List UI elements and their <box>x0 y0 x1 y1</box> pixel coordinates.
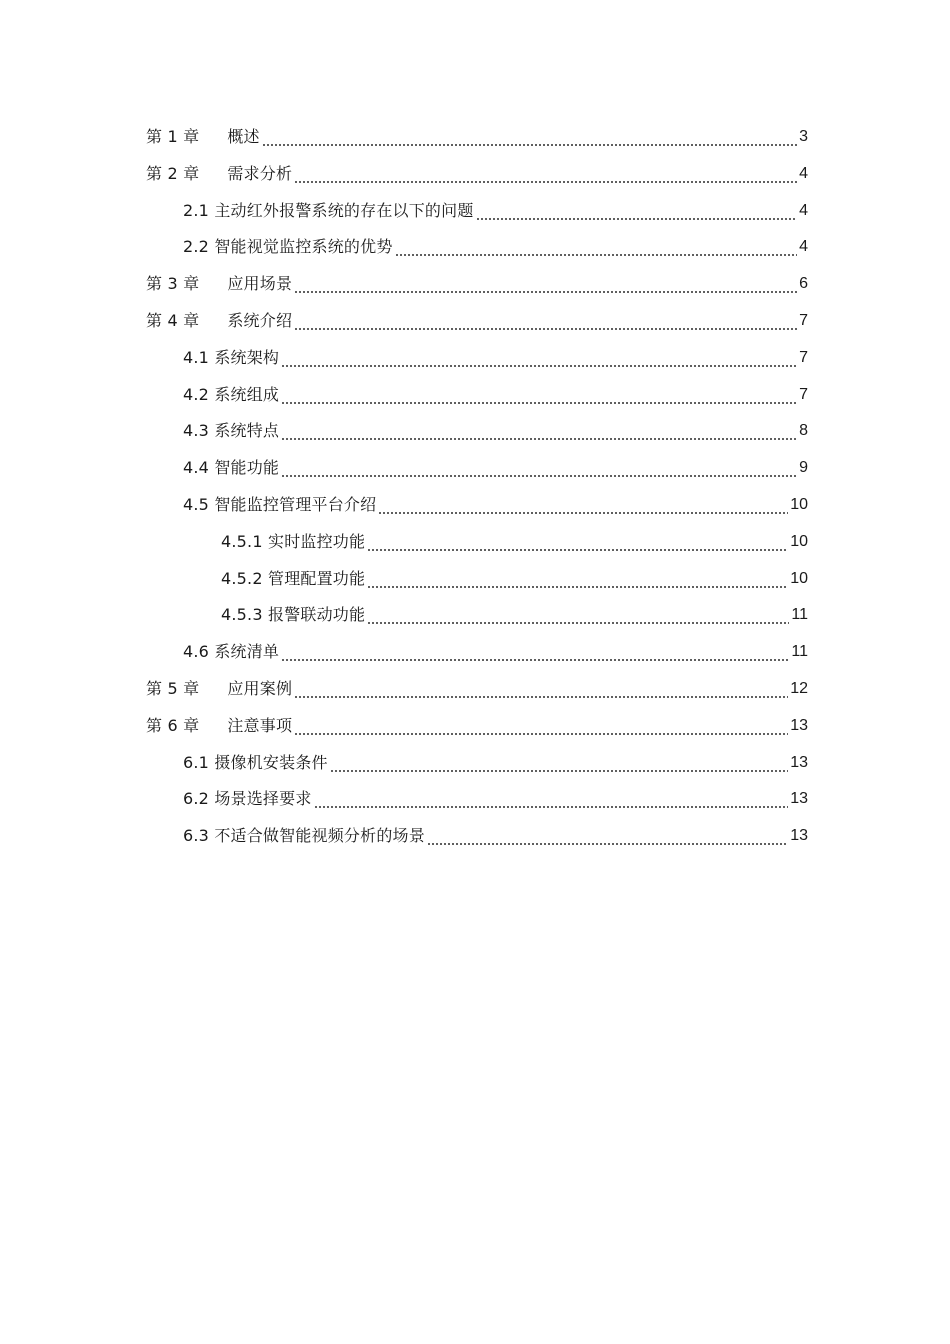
toc-dot-leader <box>367 569 788 589</box>
toc-title-text: 需求分析 <box>227 163 293 183</box>
toc-page-number: 7 <box>799 348 808 366</box>
toc-entry-title <box>221 569 365 589</box>
toc-entry-title <box>221 532 365 552</box>
toc-page-number: 11 <box>791 643 808 661</box>
toc-title-text: 系统介绍 <box>227 311 293 330</box>
toc-page-number: 4 <box>799 164 808 182</box>
toc-title-text: 应用场景 <box>227 274 293 294</box>
toc-entry-title <box>183 385 279 405</box>
toc-dot-leader <box>294 311 797 331</box>
toc-page-number: 7 <box>799 385 808 403</box>
toc-title-text: 4.5.3 报警联动功能 <box>221 605 366 625</box>
toc-page-number: 7 <box>799 312 808 329</box>
toc-dot-leader <box>427 826 788 846</box>
toc-entry-title <box>183 421 279 441</box>
toc-dot-leader <box>294 716 788 736</box>
toc-entry-title <box>146 311 292 331</box>
toc-entry[interactable] <box>183 487 808 515</box>
toc-entry-title <box>146 164 292 184</box>
toc-title-text: 4.4 智能功能 <box>183 458 280 478</box>
toc-title-text: 4.3 系统特点 <box>183 421 280 441</box>
toc-dot-leader <box>378 495 788 515</box>
toc-dot-leader <box>262 127 797 147</box>
toc-dot-leader <box>281 421 797 441</box>
toc-title-text: 注意事项 <box>227 715 293 735</box>
toc-entry[interactable] <box>183 781 808 809</box>
toc-title-text: 应用案例 <box>227 679 293 698</box>
toc-title-text: 4.2 系统组成 <box>183 384 280 404</box>
toc-page-number: 8 <box>799 422 808 440</box>
toc-entry-title <box>183 642 279 662</box>
toc-entry[interactable] <box>183 634 808 662</box>
toc-page-number: 10 <box>790 496 808 513</box>
toc-entry-title <box>146 716 292 736</box>
toc-dot-leader <box>281 348 797 368</box>
toc-entry-title <box>183 789 312 809</box>
toc-entry[interactable] <box>183 745 808 773</box>
toc-title-text: 6.3 不适合做智能视频分析的场景 <box>183 826 425 846</box>
toc-title-text: 2.1 主动红外报警系统的存在以下的问题 <box>183 200 474 220</box>
toc-page-number: 13 <box>790 790 808 808</box>
toc-entry-title <box>183 495 376 515</box>
toc-page-number: 9 <box>799 459 808 477</box>
toc-dot-leader <box>294 164 797 184</box>
toc-entry-title <box>183 826 425 846</box>
toc-entry[interactable] <box>146 708 808 736</box>
toc-entry[interactable] <box>183 193 808 221</box>
toc-title-text: 4.5 智能监控管理平台介绍 <box>183 495 377 514</box>
toc-title-text: 2.2 智能视觉监控系统的优势 <box>183 237 393 257</box>
toc-page-number: 10 <box>790 569 808 587</box>
toc-entry-title <box>183 348 279 368</box>
toc-title-text: 概述 <box>227 127 260 146</box>
toc-entry[interactable] <box>183 413 808 441</box>
toc-title-text: 6.1 摄像机安装条件 <box>183 752 328 772</box>
toc-chapter-number: 第 5 章 <box>146 679 200 698</box>
toc-entry[interactable] <box>221 597 808 625</box>
toc-entry-title <box>183 753 328 773</box>
toc-title-text: 6.2 场景选择要求 <box>183 789 312 809</box>
toc-dot-leader <box>367 532 788 552</box>
toc-chapter-number: 第 3 章 <box>146 274 200 294</box>
toc-entry[interactable] <box>221 561 808 589</box>
toc-page-number: 11 <box>791 606 808 624</box>
toc-entry[interactable] <box>146 156 808 184</box>
toc-dot-leader <box>395 237 798 257</box>
toc-chapter-number: 第 4 章 <box>146 311 200 330</box>
toc-dot-leader <box>294 274 797 294</box>
toc-entry[interactable] <box>183 229 808 257</box>
toc-entry-title <box>146 127 260 147</box>
toc-dot-leader <box>281 458 797 478</box>
toc-page-number: 12 <box>790 680 808 697</box>
toc-entry-title <box>146 274 292 294</box>
toc-page-number: 4 <box>799 201 808 219</box>
toc-entry-title <box>183 201 474 221</box>
toc-chapter-number: 第 1 章 <box>146 127 200 146</box>
toc-title-text: 4.5.1 实时监控功能 <box>221 531 366 551</box>
toc-entry[interactable] <box>146 119 808 147</box>
toc-page-number: 13 <box>790 716 808 734</box>
toc-page-number: 6 <box>799 275 808 293</box>
toc-entry[interactable] <box>146 266 808 294</box>
toc-dot-leader <box>281 642 789 662</box>
toc-chapter-number: 第 6 章 <box>146 715 200 735</box>
toc-chapter-number: 第 2 章 <box>146 163 200 183</box>
toc-entry[interactable] <box>183 377 808 405</box>
toc-page-number: 10 <box>790 532 808 550</box>
toc-entry[interactable] <box>146 303 808 331</box>
toc-page-number: 13 <box>790 827 808 845</box>
toc-entry[interactable] <box>183 340 808 368</box>
toc-entry-title <box>183 458 279 478</box>
toc-entry-title <box>146 679 292 699</box>
toc-dot-leader <box>476 201 798 221</box>
toc-dot-leader <box>281 385 797 405</box>
toc-dot-leader <box>294 679 788 699</box>
toc-title-text: 4.6 系统清单 <box>183 642 280 662</box>
toc-page-number: 4 <box>799 238 808 256</box>
toc-entry[interactable] <box>183 818 808 846</box>
toc-entry[interactable] <box>146 671 808 699</box>
toc-dot-leader <box>314 789 789 809</box>
toc-dot-leader <box>330 753 788 773</box>
toc-title-text: 4.1 系统架构 <box>183 347 280 367</box>
toc-dot-leader <box>367 605 789 625</box>
toc-entry-title <box>183 237 393 257</box>
toc-entry[interactable] <box>183 450 808 478</box>
toc-page-number: 3 <box>799 128 808 145</box>
toc-title-text: 4.5.2 管理配置功能 <box>221 568 366 588</box>
toc-entry[interactable] <box>221 524 808 552</box>
toc-page-number: 13 <box>790 753 808 771</box>
toc-entry-title <box>221 605 365 625</box>
